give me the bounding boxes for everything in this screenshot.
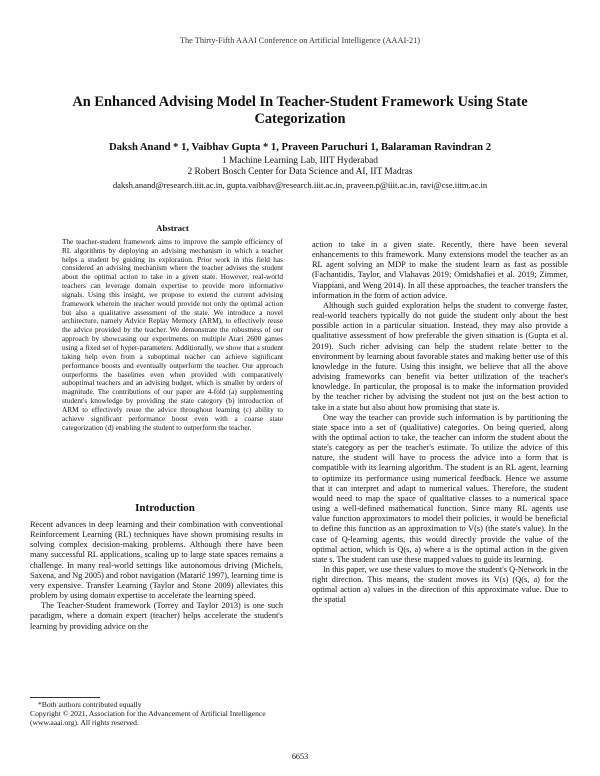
affiliation-1: 1 Machine Learning Lab, IIIT Hyderabad bbox=[221, 156, 378, 166]
abstract-text: The teacher-student framework aims to improve the sample efficiency of RL algorithms by deploying an advising mechanism in which a teacher helps a student by guiding its exploration. Prior work in this field has considered an advising mechanism where the teacher advises the student about the optimal action to take in a given state. However, real-world teachers can leverage domain expertise to provide more informative signals. Using this insight, we propose to extend the current advising framework wherein the teacher would provide not only the optimal action but also a qualitative assessment of the state. We introduce a novel architecture, namely Advice Replay Memory (ARM), to effectively reuse the advice provided by the teacher. We demonstrate the robustness of our approach by showcasing our experiments on multiple Atari 2600 games using a fixed set of hyper-parameters. Additionally, we show that a student taking help even from a suboptimal teacher can achieve significant performance boosts and eventually outperform the teacher. Our approach outperforms the baselines even when provided with comparatively suboptimal teachers and an advising budget, which is smaller by orders of magnitude. The contributions of our paper are 4-fold (a) supplementing student's knowledge by providing the state category (b) introduction of ARM to effectively reuse the advice throughout learning (c) ability to achieve significant performance boost even with a coarse state categorization (d) enabling the student to outperform the teacher. bbox=[62, 236, 283, 432]
author-emails: daksh.anand@research.iiit.ac.in, gupta.vaibhav@research.iiit.ac.in, praveen.p@iiit.ac.in, ravi@cse.iitm.ac.in bbox=[112, 180, 488, 190]
affiliation-2: 2 Robert Bosch Center for Data Science and AI, IIT Madras bbox=[187, 167, 413, 177]
author-list: Daksh Anand * 1, Vaibhav Gupta * 1, Praveen Paruchuri 1, Balaraman Ravindran 2 bbox=[108, 142, 492, 153]
intro-paragraph-4: Although such guided exploration helps the student to converge faster, real-world teachers typically do not guide the student only about the best possible action in a particular situation. Instead, they may also provide a qualitative assessment of how preferable the given situation is (Gupta et al. 2019). Such richer advising can help the student relate better to the environment by learning about favorable states and making better use of this knowledge in the future. Using this insight, we believe that all the above advising frameworks can benefit via better utilization of the teacher's knowledge. In particular, the proposal is to make the information provided by the teacher richer by advising the student not just on the best action to take in a state but also about how promising that state is. bbox=[312, 300, 568, 412]
abstract-section bbox=[62, 224, 283, 432]
page-number: 6653 bbox=[291, 752, 309, 761]
intro-paragraph-5: One way the teacher can provide such information is by partitioning the state space into a set of (qualitative) categories. On being queried, along with the optimal action to take, the teacher can inform the student about the state's category as per the teacher's estimate. To utilize the advice of this nature, the student will have to process the advice into a form that is compatible with its learning algorithm. The student is an RL agent, learning to optimize its performance using numerical feedback. Hence we assume that it can interpret and adapt to numerical values. Therefore, the student would need to map the space of qualitative classes to a numerical space using a well-defined mathematical function. Since many RL agents use value function approximators to model their policies, it would be beneficial to define this function as an approximation to V(s) (the state's value). In the case of Q-learning agents, this would directly provide the value of the optimal action, which is Q(s, a) where a is the optimal action in the given state s. The student can use these mapped values to guide its learning. bbox=[312, 412, 568, 564]
intro-paragraph-2: The Teacher-Student framework (Torrey and Taylor 2013) is one such paradigm, where a domain expert (teacher) helps accelerate the student's learning by providing advice on the bbox=[30, 601, 283, 631]
intro-paragraph-6: In this paper, we use these values to move the student's Q-Network in the right direction. This means, the student moves its V(s) (Q(s, a) for the optimal action a) values in the direction of this approximate value. Due to the spatial bbox=[312, 565, 568, 605]
introduction-heading: Introduction bbox=[135, 502, 195, 514]
introduction-right-column bbox=[312, 240, 568, 606]
paper-title: An Enhanced Advising Model In Teacher-Student Framework Using State Categorization bbox=[72, 94, 528, 127]
footnote-rule bbox=[30, 697, 100, 698]
copyright-note: Copyright © 2021, Association for the Advancement of Artificial Intelligence (www.aaai.org). All rights reserved. bbox=[30, 709, 266, 728]
abstract-heading: Abstract bbox=[156, 223, 189, 233]
intro-paragraph-1: Recent advances in deep learning and their combination with conventional Reinforcement Learning (RL) techniques have shown promising results in solving complex decision-making problems. Although there have been many successful RL applications, scaling up to large state spaces remains a challenge. In many real-world settings like autonomous driving (Michels, Saxena, and Ng 2005) and robot navigation (Matarić 1997), learning time is very expensive. Transfer Learning (Taylor and Stone 2009) alleviates this problem by using domain expertise to accelerate the learning speed. bbox=[30, 520, 283, 601]
footnotes bbox=[30, 697, 283, 728]
equal-contribution-note: *Both authors contributed equally bbox=[38, 700, 142, 709]
conference-header: The Thirty-Fifth AAAI Conference on Artificial Intelligence (AAAI-21) bbox=[179, 36, 421, 45]
introduction-left-column bbox=[30, 520, 283, 632]
intro-paragraph-3: action to take in a given state. Recently, there have been several enhancements to this framework. Many extensions model the teacher as an RL agent solving an MDP to make the student learn as fast as possible (Fachantidis, Taylor, and Vlahavas 2019; Omidshafiei et al. 2019; Zimmer, Viappiani, and Weng 2014). In all these approaches, the teacher transfers the information in the form of action advice. bbox=[312, 240, 568, 300]
